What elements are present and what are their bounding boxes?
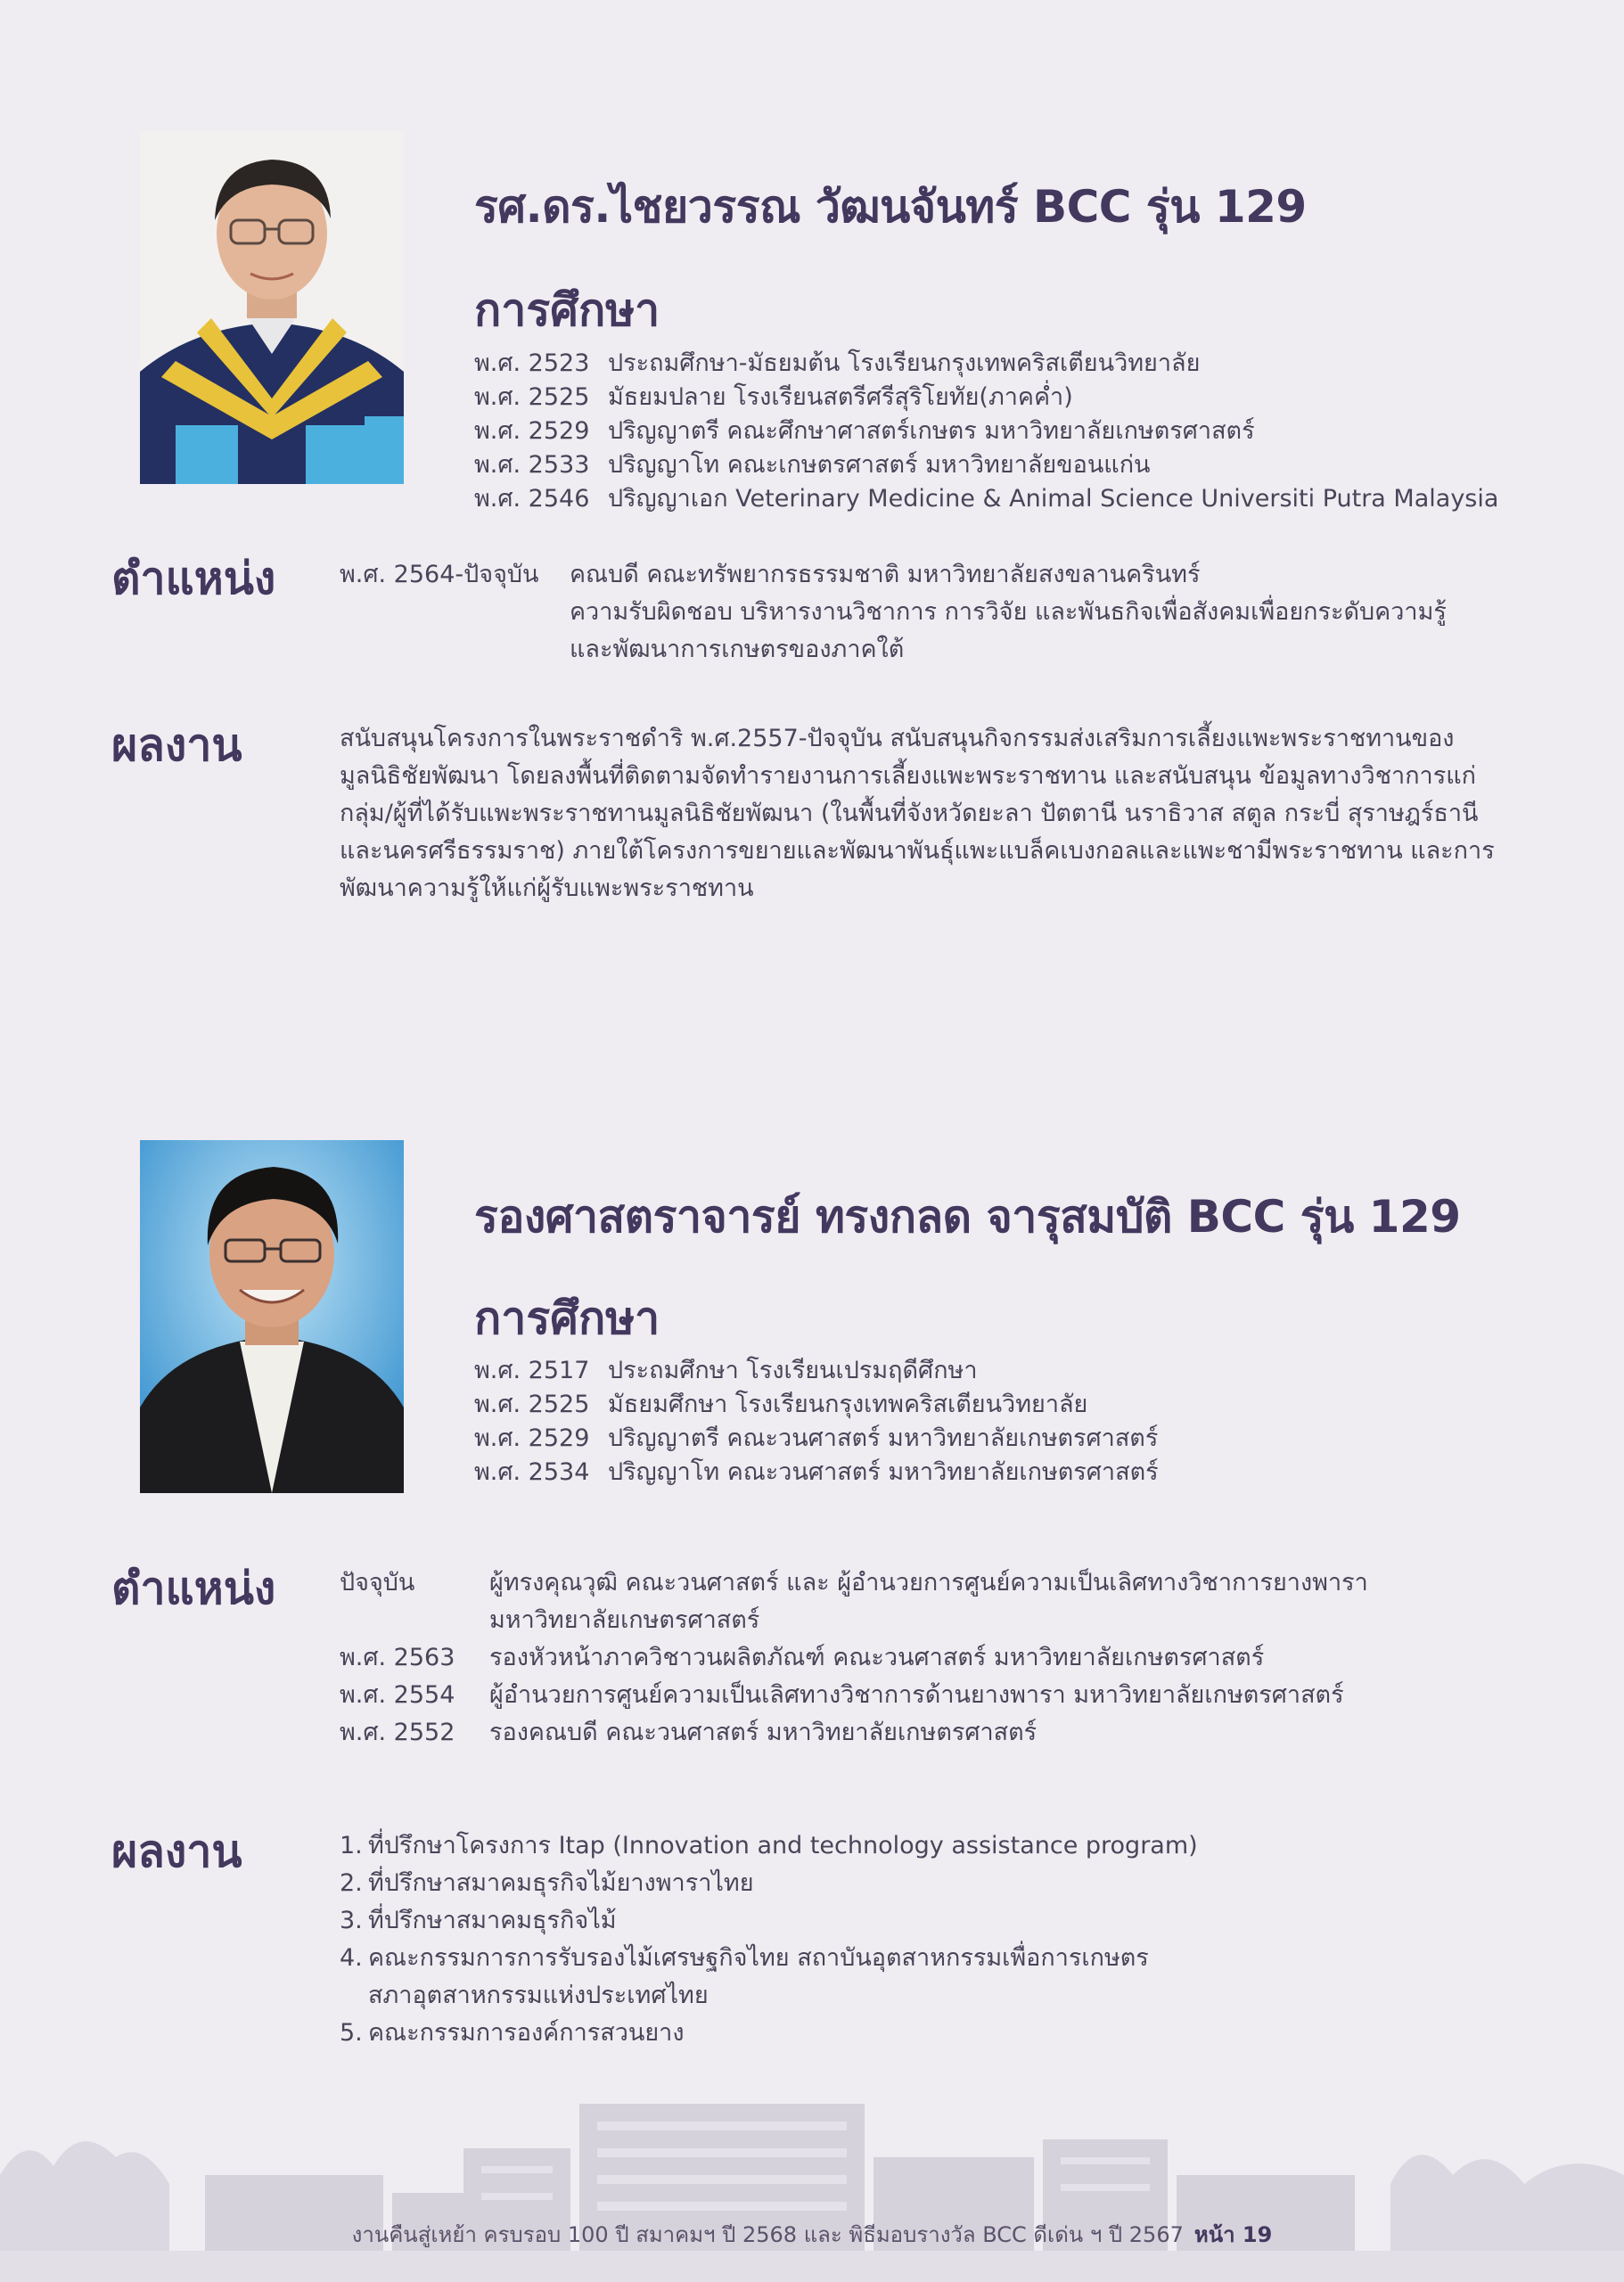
position-item [340,1564,1368,1639]
work-item [340,1940,1198,2015]
education-item [474,381,1498,415]
position-line: ผู้อำนวยการศูนย์ความเป็นเลิศทางวิชาการด้านยางพารา มหาวิทยาลัยเกษตรศาสตร์ [489,1681,1344,1709]
work-text [368,1940,1149,2015]
work-line: ที่ปรึกษาสมาคมธุรกิจไม้ [368,1907,617,1934]
work-text [368,1902,617,1940]
work-text [368,2015,685,2052]
page-footer [0,2217,1624,2252]
person-name: รองศาสตราจารย์ ทรงกลด จารุสมบัติ BCC รุ่น 129 [474,1191,1461,1243]
position-item [340,1639,1368,1677]
work-item [340,2015,1198,2052]
work-number: 1. [340,1832,363,1859]
position-item [340,556,1447,669]
position-description [489,1714,1368,1752]
position-line: รองหัวหน้าภาควิชาวนผลิตภัณฑ์ คณะวนศาสตร์ มหาวิทยาลัยเกษตรศาสตร์ [489,1644,1265,1671]
education-item [474,1456,1159,1490]
position-date: พ.ศ. 2564-ปัจจุบัน [340,561,539,588]
education-item [474,1422,1159,1456]
work-item [340,1827,1198,1865]
work-heading: ผลงาน [111,1826,242,1877]
education-year: พ.ศ. 2546 [474,485,590,513]
position-heading: ตำแหน่ง [111,1563,276,1614]
education-heading: การศึกษา [474,284,660,336]
work-list [340,1827,1198,2052]
work-line: สภาอุตสาหกรรมแห่งประเทศไทย [368,1982,709,2009]
education-heading: การศึกษา [474,1293,660,1344]
education-item [474,1354,1159,1388]
work-item [340,1902,1198,1940]
position-heading: ตำแหน่ง [111,553,276,604]
position-line: ผู้ทรงคุณวุฒิ คณะวนศาสตร์ และ ผู้อำนวยการศูนย์ความเป็นเลิศทางวิชาการยางพารา [489,1569,1368,1597]
education-text: ปริญญาเอก Veterinary Medicine & Animal Science Universiti Putra Malaysia [608,485,1499,513]
work-heading: ผลงาน [111,719,242,771]
work-line: คณะกรรมการการรับรองไม้เศรษฐกิจไทย สถาบันอุตสาหกรรมเพื่อการเกษตร [368,1944,1149,1972]
education-year: พ.ศ. 2533 [474,451,590,479]
education-list [474,347,1498,516]
education-text: มัธยมปลาย โรงเรียนสตรีศรีสุริโยทัย(ภาคค่ำ) [608,383,1073,411]
education-text: ปริญญาตรี คณะวนศาสตร์ มหาวิทยาลัยเกษตรศาสตร์ [608,1424,1159,1452]
position-line: ความรับผิดชอบ บริหารงานวิชาการ การวิจัย และพันธกิจเพื่อสังคมเพื่อยกระดับความรู้ [570,598,1447,626]
position-line: รองคณบดี คณะวนศาสตร์ มหาวิทยาลัยเกษตรศาสตร์ [489,1719,1038,1746]
position-item [340,1714,1368,1752]
education-year: พ.ศ. 2529 [474,417,590,445]
education-text: ปริญญาโท คณะเกษตรศาสตร์ มหาวิทยาลัยขอนแก่น [608,451,1151,479]
education-text: ปริญญาโท คณะวนศาสตร์ มหาวิทยาลัยเกษตรศาสตร์ [608,1458,1159,1486]
position-date: พ.ศ. 2554 [340,1681,455,1709]
education-year: พ.ศ. 2525 [474,383,590,411]
education-text: ประถมศึกษา-มัธยมต้น โรงเรียนกรุงเทพคริสเตียนวิทยาลัย [608,349,1201,377]
education-year: พ.ศ. 2534 [474,1458,590,1486]
work-number: 5. [340,2019,363,2047]
work-paragraph: สนับสนุนโครงการในพระราชดำริ พ.ศ.2557-ปัจจุบัน สนับสนุนกิจกรรมส่งเสริมการเลี้ยงแพะพระราชทานของมูลนิธิชัยพัฒนา โดยลงพื้นที่ติดตามจัดทำรายงานการเลี้ยงแพะพระราชทาน และสนับสนุน ข้อมูลทางวิชาการแก่กลุ่ม/ผู้ที่ได้รับแพะพระราชทานมูลนิธิชัยพัฒนา (ในพื้นที่จังหวัดยะลา ปัตตานี นราธิวาส สตูล กระบี่ สุราษฎร์ธานี และนครศรีธรรมราช) ภายใต้โครงการขยายและพัฒนาพันธุ์แพะแบล็คเบงกอลและแพะชามีพระราชทาน และการพัฒนาความรู้ให้แก่ผู้รับแพะพระราชทาน [340,725,1495,902]
position-list [340,1564,1368,1752]
education-year: พ.ศ. 2525 [474,1391,590,1418]
education-list [474,1354,1159,1490]
position-line: คณบดี คณะทรัพยากรธรรมชาติ มหาวิทยาลัยสงขลานครินทร์ [570,561,1201,588]
position-line: และพัฒนาการเกษตรของภาคใต้ [570,636,905,663]
work-number: 4. [340,1944,363,1972]
position-description [489,1639,1368,1677]
position-list [340,556,1447,669]
work-number: 2. [340,1869,363,1897]
work-item [340,1865,1198,1902]
education-year: พ.ศ. 2523 [474,349,590,377]
work-text [368,1827,1198,1865]
portrait-photo-1 [140,131,404,484]
education-year: พ.ศ. 2529 [474,1424,590,1452]
position-date: ปัจจุบัน [340,1569,415,1597]
page-number: หน้า 19 [1193,2222,1273,2247]
education-item [474,415,1498,448]
person-name: รศ.ดร.ไชยวรรณ วัฒนจันทร์ BCC รุ่น 129 [474,181,1307,233]
position-item [340,1677,1368,1714]
work-line: ที่ปรึกษาสมาคมธุรกิจไม้ยางพาราไทย [368,1869,754,1897]
position-description [489,1677,1368,1714]
position-description [489,1564,1368,1639]
footer-text: งานคืนสู่เหย้า ครบรอบ 100 ปี สมาคมฯ ปี 2568 และ พิธีมอบรางวัล BCC ดีเด่น ฯ ปี 2567 [351,2222,1184,2247]
education-item [474,1388,1159,1422]
education-text: มัธยมศึกษา โรงเรียนกรุงเทพคริสเตียนวิทยาลัย [608,1391,1088,1418]
education-item [474,482,1498,516]
work-number: 3. [340,1907,363,1934]
education-text: ประถมศึกษา โรงเรียนเปรมฤดีศึกษา [608,1357,978,1384]
position-date: พ.ศ. 2563 [340,1644,455,1671]
education-year: พ.ศ. 2517 [474,1357,590,1384]
work-text [368,1865,754,1902]
education-item [474,347,1498,381]
position-line: มหาวิทยาลัยเกษตรศาสตร์ [489,1606,760,1634]
work-line: ที่ปรึกษาโครงการ Itap (Innovation and technology assistance program) [368,1832,1198,1859]
education-text: ปริญญาตรี คณะศึกษาศาสตร์เกษตร มหาวิทยาลัยเกษตรศาสตร์ [608,417,1255,445]
work-line: คณะกรรมการองค์การสวนยาง [368,2019,685,2047]
position-date: พ.ศ. 2552 [340,1719,455,1746]
portrait-photo-2 [140,1140,404,1493]
education-item [474,448,1498,482]
position-description [570,556,1447,669]
